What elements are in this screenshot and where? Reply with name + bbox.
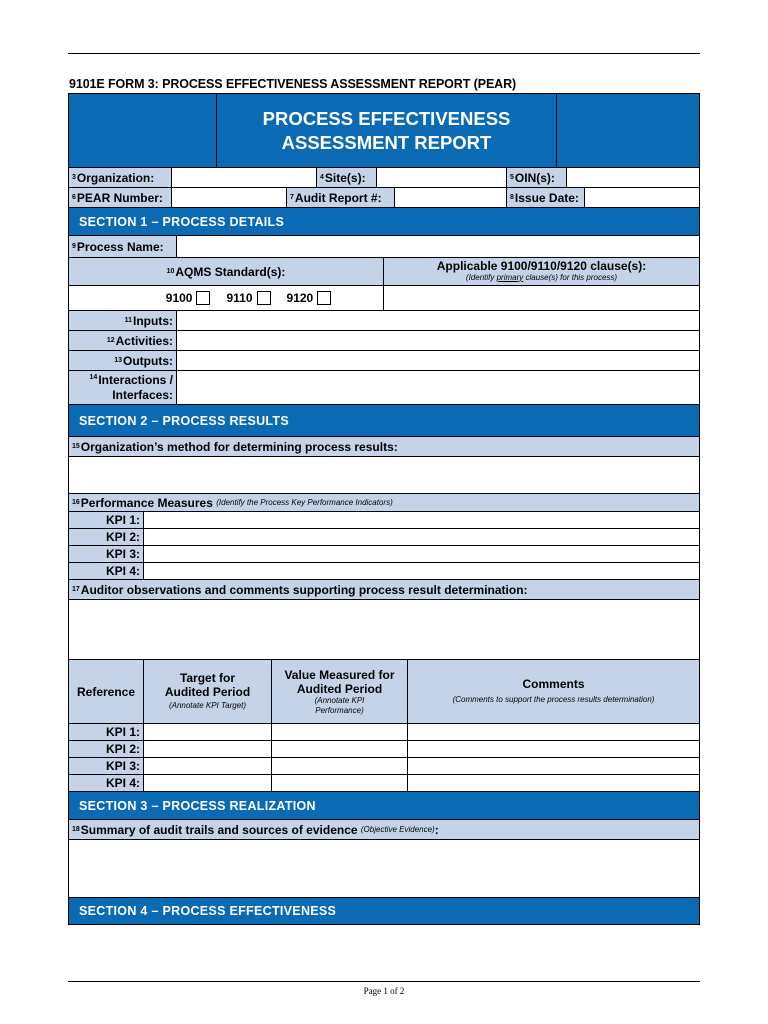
kpi-ref: KPI 1:: [69, 724, 144, 740]
process-name-field[interactable]: [177, 236, 699, 257]
kpi-ref: KPI 2:: [69, 741, 144, 757]
section1-header: SECTION 1 – PROCESS DETAILS: [69, 208, 699, 236]
banner-left-blank: [69, 94, 217, 167]
kpi-label: KPI 1:: [69, 512, 144, 528]
form-title: 9101E FORM 3: PROCESS EFFECTIVENESS ASSESSMENT REPORT (PEAR): [69, 77, 517, 91]
outputs-row: [69, 351, 699, 371]
organization-field[interactable]: [172, 168, 317, 187]
pear-row: [69, 188, 699, 208]
performance-label: 16 Performance Measures (Identify the Process Key Performance Indicators): [69, 494, 699, 511]
std-9120-checkbox[interactable]: [317, 291, 331, 305]
kpi-row: [69, 512, 699, 529]
page-footer: Page 1 of 2: [363, 986, 405, 996]
method-label: 15 Organization’s method for determining process results:: [69, 437, 699, 456]
target-header: Target for Audited Period (Annotate KPI Target): [144, 660, 272, 723]
banner-title-line2: ASSESSMENT REPORT: [281, 131, 492, 153]
value-cell[interactable]: [272, 724, 408, 740]
kpi-label: KPI 3:: [69, 546, 144, 562]
std-9110-label: 9110: [226, 291, 253, 305]
observations-label-row: [69, 580, 699, 600]
applicable-clauses-label: Applicable 9100/9110/9120 clause(s): (Identify primary clause(s) for this process): [384, 258, 699, 285]
value-cell[interactable]: [272, 775, 408, 791]
organization-label: 3 Organization:: [69, 168, 172, 187]
kpi-row: [69, 546, 699, 563]
aqms-label: 10 AQMS Standard(s):: [69, 258, 384, 285]
observations-label: 17 Auditor observations and comments supporting process result determination:: [69, 580, 699, 599]
value-header: Value Measured for Audited Period (Annotate KPI Performance): [272, 660, 408, 723]
outputs-field[interactable]: [177, 351, 699, 370]
pear-form: [68, 93, 700, 925]
banner-row: [69, 94, 699, 168]
table-row: [69, 758, 699, 775]
applicable-clauses-field[interactable]: [384, 286, 699, 310]
oins-field[interactable]: [567, 168, 699, 187]
issue-date-field[interactable]: [585, 188, 699, 207]
interactions-row: [69, 371, 699, 405]
std-9100-checkbox[interactable]: [196, 291, 210, 305]
org-row: [69, 168, 699, 188]
audit-report-label: 7 Audit Report #:: [287, 188, 395, 207]
section4-header: SECTION 4 – PROCESS EFFECTIVENESS: [69, 898, 699, 924]
results-table-header: [69, 660, 699, 724]
inputs-label: 11 Inputs:: [69, 311, 177, 330]
comments-header: Comments (Comments to support the process results determination): [408, 660, 699, 723]
observations-field[interactable]: [69, 600, 699, 659]
inputs-row: [69, 311, 699, 331]
value-cell[interactable]: [272, 758, 408, 774]
value-cell[interactable]: [272, 741, 408, 757]
banner-title: [217, 94, 557, 167]
aqms-row: [69, 258, 699, 286]
comments-cell[interactable]: [408, 775, 699, 791]
applicable-clauses-note: (Identify primary clause(s) for this process): [465, 272, 618, 282]
comments-cell[interactable]: [408, 741, 699, 757]
kpi-row: [69, 563, 699, 580]
banner-title-line1: PROCESS EFFECTIVENESS: [262, 107, 511, 129]
activities-field[interactable]: [177, 331, 699, 350]
target-cell[interactable]: [144, 758, 272, 774]
method-field-row: [69, 457, 699, 494]
std-9100-label: 9100: [165, 291, 193, 305]
summary-label-row: [69, 820, 699, 840]
kpi-field[interactable]: [144, 563, 699, 579]
outputs-label: 13 Outputs:: [69, 351, 177, 370]
target-cell[interactable]: [144, 724, 272, 740]
sites-label: 4 Site(s):: [317, 168, 377, 187]
table-row: [69, 741, 699, 758]
std-9120-label: 9120: [286, 291, 314, 305]
section3-header: SECTION 3 – PROCESS REALIZATION: [69, 792, 699, 820]
method-field[interactable]: [69, 457, 699, 493]
bottom-rule: [68, 981, 700, 982]
process-name-row: [69, 236, 699, 258]
process-name-label: 9 Process Name:: [69, 236, 177, 257]
kpi-ref: KPI 4:: [69, 775, 144, 791]
kpi-field[interactable]: [144, 512, 699, 528]
kpi-ref: KPI 3:: [69, 758, 144, 774]
kpi-row: [69, 529, 699, 546]
activities-label: 12 Activities:: [69, 331, 177, 350]
performance-label-row: [69, 494, 699, 512]
target-cell[interactable]: [144, 775, 272, 791]
kpi-field[interactable]: [144, 546, 699, 562]
target-cell[interactable]: [144, 741, 272, 757]
inputs-field[interactable]: [177, 311, 699, 330]
method-label-row: [69, 437, 699, 457]
summary-field-row: [69, 840, 699, 898]
interactions-field[interactable]: [177, 371, 699, 404]
issue-date-label: 8 Issue Date:: [507, 188, 585, 207]
reference-header: Reference: [69, 660, 144, 723]
table-row: [69, 775, 699, 792]
kpi-field[interactable]: [144, 529, 699, 545]
interactions-label: $^{14}$Interactions / Interfaces:: [69, 371, 177, 404]
banner-right-blank: [557, 94, 699, 167]
summary-label: 18 Summary of audit trails and sources of evidence (Objective Evidence) :: [69, 820, 699, 839]
kpi-label: KPI 2:: [69, 529, 144, 545]
oins-label: 5 OIN(s):: [507, 168, 567, 187]
table-row: [69, 724, 699, 741]
activities-row: [69, 331, 699, 351]
kpi-label: KPI 4:: [69, 563, 144, 579]
sites-field[interactable]: [377, 168, 507, 187]
observations-field-row: [69, 600, 699, 660]
comments-cell[interactable]: [408, 724, 699, 740]
section2-header: SECTION 2 – PROCESS RESULTS: [69, 405, 699, 437]
standards-row: [69, 286, 699, 311]
summary-field[interactable]: [69, 840, 699, 897]
comments-cell[interactable]: [408, 758, 699, 774]
pear-number-field[interactable]: [172, 188, 287, 207]
standards-checkboxes: [69, 286, 384, 310]
audit-report-field[interactable]: [395, 188, 507, 207]
pear-number-label: 6 PEAR Number:: [69, 188, 172, 207]
std-9110-checkbox[interactable]: [257, 291, 271, 305]
top-rule: [68, 53, 700, 54]
